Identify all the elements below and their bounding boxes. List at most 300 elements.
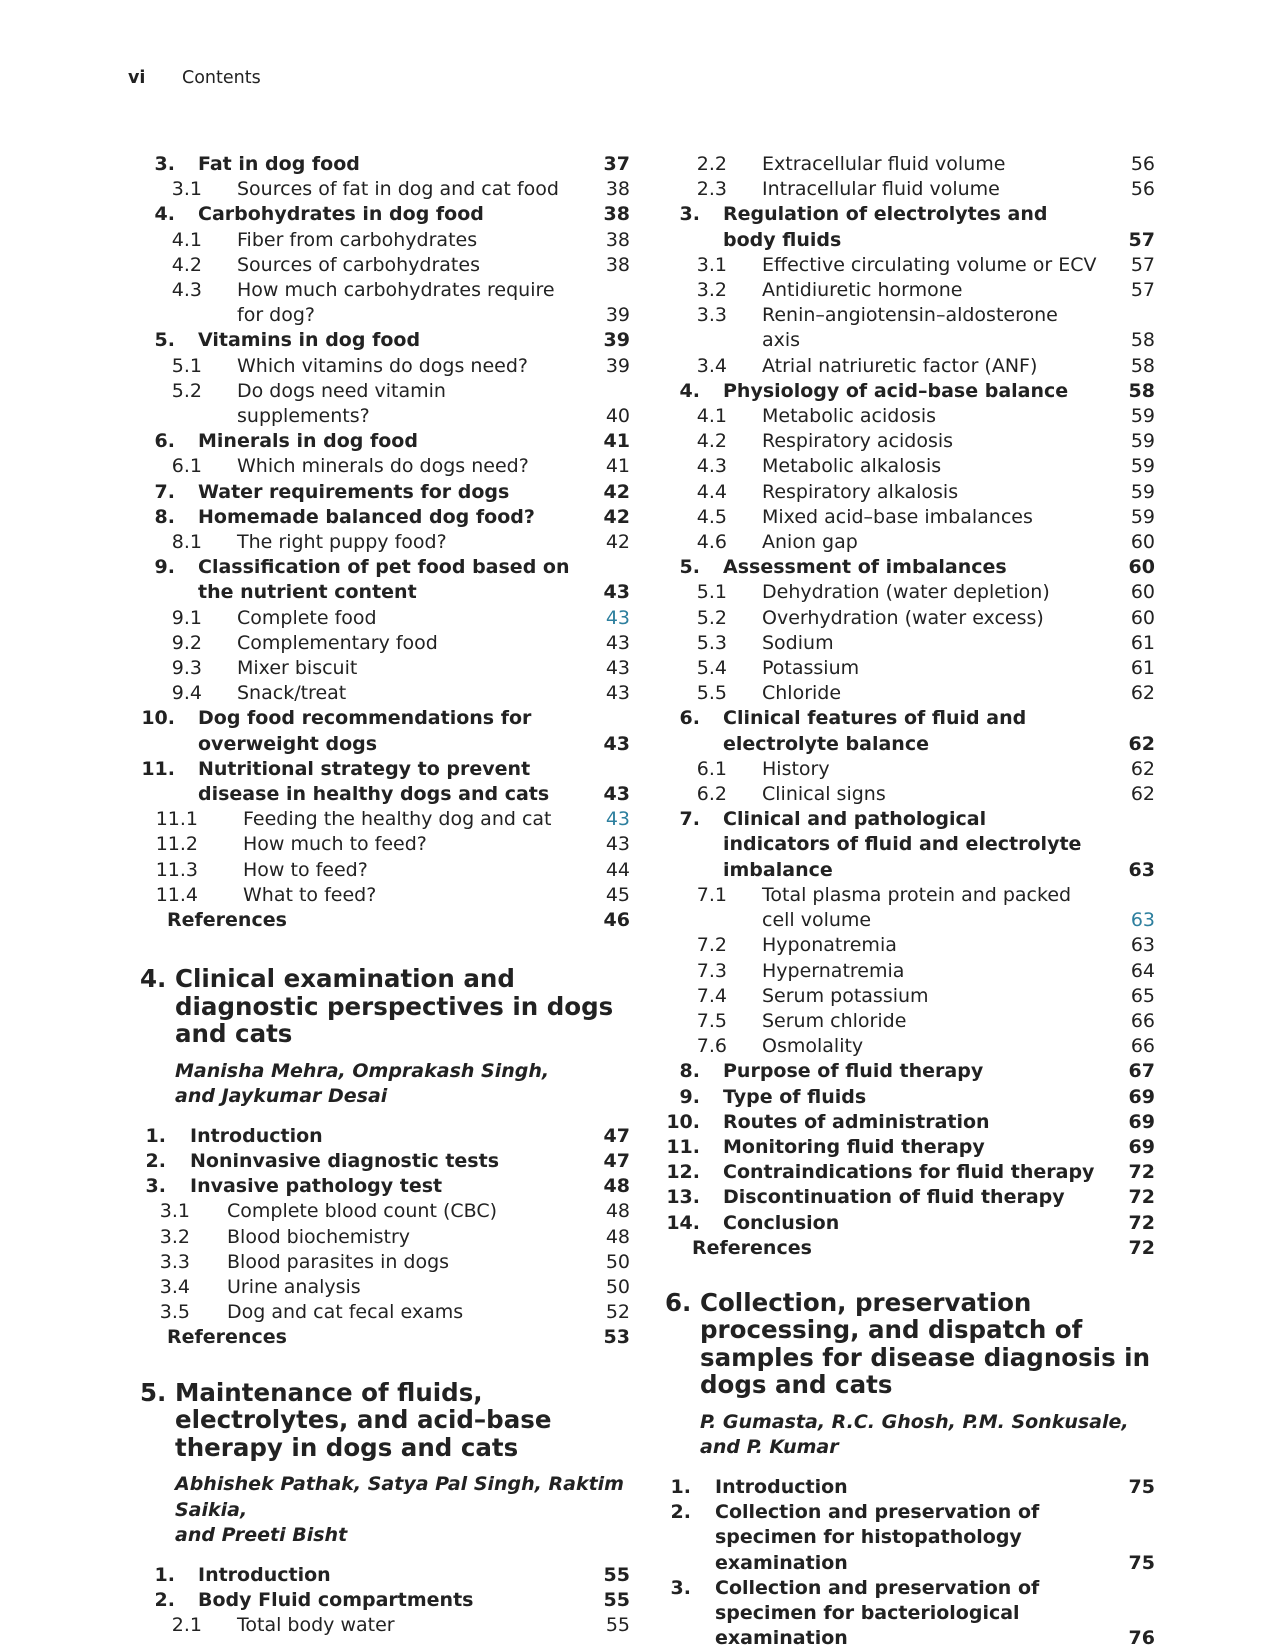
toc-entry[interactable] [140, 606, 630, 631]
toc-entry-number: 2.3 [696, 178, 727, 201]
toc-page-number: 62 [1130, 757, 1155, 780]
toc-entry[interactable] [140, 807, 630, 832]
toc-page-number: 46 [603, 909, 630, 932]
toc-page-number: 57 [1130, 279, 1155, 302]
toc-page-number: 42 [603, 505, 630, 528]
toc-entry[interactable] [140, 152, 630, 177]
toc-entry-number: 11. [666, 1135, 700, 1158]
toc-entry[interactable] [665, 1211, 1155, 1236]
toc-entry[interactable] [665, 505, 1155, 530]
toc-entry[interactable] [665, 984, 1155, 1009]
toc-entry-number: 10. [141, 707, 175, 730]
toc-entry-number: 4.2 [171, 253, 202, 276]
toc-entry-number: 3. [670, 1576, 691, 1599]
toc-page-number: 47 [603, 1124, 630, 1147]
toc-references[interactable] [140, 908, 630, 933]
toc-entry-title: Fat in dog food [198, 153, 360, 175]
toc-entry-number: 5.4 [696, 657, 727, 680]
toc-entry-number: 2. [154, 1588, 175, 1611]
toc-entry-title: Vitamins in dog food [198, 329, 421, 352]
toc-entry-number: 5.5 [696, 682, 727, 705]
toc-page-number: 42 [603, 480, 630, 503]
toc-entry[interactable] [665, 404, 1155, 429]
toc-entry-title: Snack/treat [237, 682, 347, 705]
toc-entry-number: 9.3 [171, 657, 202, 680]
toc-entry[interactable] [665, 253, 1155, 278]
toc-entry[interactable] [665, 757, 1155, 782]
toc-page-number: 52 [605, 1301, 630, 1324]
toc-entry-number: 7. [154, 480, 175, 503]
toc-entry[interactable] [140, 1174, 630, 1199]
toc-entry-title: Dog and cat fecal exams [227, 1301, 464, 1324]
toc-entry[interactable] [140, 883, 630, 908]
toc-entry[interactable] [140, 1250, 630, 1275]
toc-page-number: 61 [1130, 631, 1155, 654]
toc-page-number: 44 [605, 858, 630, 881]
toc-entry[interactable] [665, 1160, 1155, 1185]
toc-page-number: 72 [1128, 1186, 1155, 1209]
toc-entry-title: Sodium [762, 631, 834, 654]
toc-entry-title: Discontinuation of fluid therapy [723, 1186, 1065, 1209]
toc-entry-title: Homemade balanced dog food? [198, 505, 535, 528]
toc-entry[interactable] [140, 253, 630, 278]
toc-entry-number: 5. [154, 329, 175, 352]
toc-page-number[interactable]: 43 [605, 808, 630, 831]
toc-entry[interactable] [140, 454, 630, 479]
toc-entry-title: Complementary food [237, 631, 438, 654]
toc-page-number: 41 [605, 455, 630, 478]
toc-entry[interactable] [665, 1185, 1155, 1210]
toc-page-number: 58 [1128, 379, 1155, 402]
toc-entry-number: 11.2 [155, 833, 198, 856]
toc-page-number: 59 [1130, 480, 1155, 503]
toc-references[interactable] [140, 1325, 630, 1350]
toc-entry[interactable] [665, 933, 1155, 958]
toc-page-number: 66 [1130, 1009, 1155, 1032]
toc-entry[interactable] [140, 757, 630, 807]
toc-entry[interactable] [665, 1576, 1155, 1651]
toc-entry[interactable] [140, 1613, 630, 1638]
toc-page-number: 60 [1130, 606, 1155, 629]
toc-entry[interactable] [665, 782, 1155, 807]
chapter-number: 5. [140, 1377, 167, 1407]
running-title: Contents [182, 68, 261, 88]
toc-entry-number: 1. [670, 1475, 691, 1498]
toc-entry[interactable] [140, 1225, 630, 1250]
toc-entry-title: Dehydration (water depletion) [762, 581, 1050, 604]
toc-page-number: 55 [603, 1563, 630, 1586]
toc-entry-title: References [167, 1326, 287, 1349]
toc-entry[interactable] [665, 480, 1155, 505]
toc-page-number: 50 [605, 1250, 630, 1273]
toc-entry-number: 4.3 [171, 279, 202, 302]
toc-entry-number: 1. [154, 1563, 175, 1586]
toc-entry-title: Metabolic alkalosis [762, 455, 942, 478]
toc-page-number: 43 [605, 631, 630, 654]
toc-entry-title: Overhydration (water excess) [762, 606, 1044, 629]
toc-entry[interactable] [665, 656, 1155, 681]
toc-entry-number: 5.1 [696, 581, 727, 604]
toc-entry[interactable] [140, 1275, 630, 1300]
toc-entry-number: 7.3 [696, 959, 727, 982]
toc-entry[interactable] [665, 202, 1155, 252]
toc-page-number: 55 [605, 1614, 630, 1637]
toc-entry[interactable] [665, 580, 1155, 605]
toc-entry-title: Clinical signs [762, 783, 886, 806]
toc-entry[interactable] [665, 706, 1155, 756]
left-column [140, 152, 630, 1638]
toc-page-number: 75 [1128, 1551, 1155, 1574]
toc-page-number: 53 [603, 1326, 630, 1349]
toc-entry-number: 2.1 [171, 1614, 202, 1637]
toc-entry-title: Urine analysis [227, 1276, 361, 1299]
toc-entry-title: Purpose of fluid therapy [723, 1060, 984, 1083]
toc-entry-number: 4.1 [171, 228, 202, 251]
toc-page-number: 69 [1128, 1135, 1155, 1158]
toc-page-number: 60 [1130, 531, 1155, 554]
toc-entry[interactable] [140, 832, 630, 857]
chapter-title: Collection, preservation processing, and dispatch of samples for disease diagnosis in dogs and cats [700, 1287, 1151, 1400]
toc-entry-title: Blood biochemistry [227, 1225, 410, 1248]
chapter-authors: P. Gumasta, R.C. Ghosh, P.M. Sonkusale, and P. Kumar [700, 1410, 1129, 1459]
toc-page-number: 43 [603, 581, 630, 604]
toc-entry-title: Body Fluid compartments [198, 1588, 474, 1611]
chapter-number: 6. [665, 1287, 692, 1317]
toc-entry[interactable] [140, 1300, 630, 1325]
toc-entry-title: Anion gap [762, 531, 858, 554]
toc-entry-number: 4. [679, 379, 700, 402]
toc-entry-title: Respiratory alkalosis [762, 480, 959, 503]
toc-entry[interactable] [140, 530, 630, 555]
toc-entry-title: Do dogs need vitamin supplements? [237, 379, 446, 428]
toc-entry[interactable] [665, 807, 1155, 883]
toc-entry-number: 8. [154, 505, 175, 528]
toc-page-number: 61 [1130, 657, 1155, 680]
toc-page-number: 39 [603, 329, 630, 352]
toc-entry-title: Blood parasites in dogs [227, 1250, 450, 1273]
toc-page-number: 66 [1130, 1035, 1155, 1058]
toc-entry-number: 5.3 [696, 631, 727, 654]
toc-page-number: 63 [1130, 934, 1155, 957]
toc-entry-title: What to feed? [243, 883, 377, 906]
toc-page-number: 69 [1128, 1085, 1155, 1108]
toc-entry-title: Atrial natriuretic factor (ANF) [762, 354, 1038, 377]
toc-group-chapter5-continued [665, 152, 1155, 1261]
toc-page-number: 64 [1130, 959, 1155, 982]
toc-entry-title: Complete blood count (CBC) [227, 1200, 497, 1223]
toc-entry-title: Complete food [237, 606, 377, 629]
toc-entry-title: References [167, 909, 287, 932]
toc-entry-number: 9.1 [171, 606, 202, 629]
toc-entry[interactable] [665, 454, 1155, 479]
toc-entry-number: 3.5 [159, 1301, 190, 1324]
toc-entry[interactable] [665, 631, 1155, 656]
toc-entry-number: 8. [679, 1060, 700, 1083]
toc-entry[interactable] [140, 706, 630, 756]
toc-entry[interactable] [140, 228, 630, 253]
toc-page-number: 62 [1128, 732, 1155, 755]
toc-page-number: 59 [1130, 455, 1155, 478]
toc-entry[interactable] [665, 303, 1155, 353]
toc-entry[interactable] [665, 379, 1155, 404]
toc-entry[interactable] [140, 1124, 630, 1149]
toc-entry[interactable] [665, 555, 1155, 580]
toc-entry[interactable] [140, 379, 630, 429]
toc-entry-title: References [692, 1236, 812, 1259]
toc-page-number: 62 [1130, 783, 1155, 806]
toc-entry-title: Renin–angiotensin–aldosterone axis [762, 304, 1058, 352]
toc-entry-title: Assessment of imbalances [723, 556, 1007, 579]
toc-page-number: 58 [1130, 354, 1155, 377]
toc-entry-number: 3. [154, 153, 175, 175]
toc-entry-title: Serum chloride [762, 1009, 907, 1032]
right-column [665, 152, 1155, 1651]
toc-entry[interactable] [140, 328, 630, 353]
toc-entry-title: Introduction [715, 1475, 848, 1498]
toc-entry[interactable] [140, 505, 630, 530]
toc-page-number: 41 [603, 430, 630, 453]
toc-entry-title: Minerals in dog food [198, 430, 418, 453]
toc-entry[interactable] [140, 681, 630, 706]
toc-entry[interactable] [140, 480, 630, 505]
chapter-heading[interactable] [140, 1379, 630, 1462]
toc-entry-number: 9.4 [171, 682, 202, 705]
toc-entry[interactable] [665, 1085, 1155, 1110]
toc-entry-title: Metabolic acidosis [762, 405, 937, 428]
toc-page-number: 43 [605, 657, 630, 680]
toc-entry[interactable] [665, 883, 1155, 933]
toc-entry[interactable] [665, 1500, 1155, 1576]
toc-page-number: 55 [603, 1588, 630, 1611]
toc-group-chapter4 [140, 1124, 630, 1351]
chapter-authors: Abhishek Pathak, Satya Pal Singh, Raktim Saikia, and Preeti Bisht [175, 1473, 624, 1547]
chapter-number: 4. [140, 964, 167, 994]
toc-entry-title: Feeding the healthy dog and cat [243, 808, 552, 831]
toc-page-number[interactable]: 63 [1130, 909, 1155, 932]
toc-entry-number: 9.2 [171, 631, 202, 654]
toc-entry[interactable] [140, 656, 630, 681]
toc-entry-title: Dog food recommendations for overweight dogs [198, 707, 532, 755]
toc-entry-number: 7.4 [696, 984, 727, 1007]
toc-entry-title: Extracellular fluid volume [762, 153, 1006, 175]
toc-entry-title: Intracellular fluid volume [762, 178, 1000, 201]
toc-entry-number: 4.2 [696, 430, 727, 453]
toc-entry[interactable] [665, 1110, 1155, 1135]
toc-entry[interactable] [140, 1588, 630, 1613]
toc-entry[interactable] [140, 429, 630, 454]
toc-page-number: 39 [605, 304, 630, 327]
toc-entry-title: Mixed acid–base imbalances [762, 505, 1033, 528]
page-header [128, 68, 261, 88]
toc-entry-number: 5.1 [171, 354, 202, 377]
toc-page-number: 76 [1128, 1627, 1155, 1650]
toc-entry-title: Fiber from carbohydrates [237, 228, 478, 251]
toc-entry-number: 3.2 [696, 279, 727, 302]
toc-entry[interactable] [140, 1149, 630, 1174]
toc-entry-number: 14. [666, 1211, 700, 1234]
toc-entry-number: 3.4 [159, 1276, 190, 1299]
toc-entry[interactable] [665, 354, 1155, 379]
toc-page-number: 39 [605, 354, 630, 377]
toc-entry-title: Collection and preservation of specimen for bacteriological examination [715, 1576, 1040, 1650]
toc-entry-number: 7.5 [696, 1009, 727, 1032]
toc-entry-number: 4.5 [696, 505, 727, 528]
toc-entry-number: 4.1 [696, 405, 727, 428]
toc-page-number: 57 [1128, 228, 1155, 251]
chapter-authors: Manisha Mehra, Omprakash Singh, and Jaykumar Desai [175, 1059, 550, 1108]
toc-entry-number: 3.3 [159, 1250, 190, 1273]
toc-page-number: 48 [603, 1175, 630, 1198]
toc-page-number: 72 [1128, 1236, 1155, 1259]
toc-entry[interactable] [665, 1034, 1155, 1059]
toc-entry-title: Regulation of electrolytes and body fluids [723, 203, 1048, 251]
toc-entry-title: Osmolality [762, 1035, 864, 1058]
toc-page-number: 57 [1130, 253, 1155, 276]
toc-page-number[interactable]: 43 [605, 606, 630, 629]
toc-group-chapter5 [140, 1563, 630, 1639]
chapter-heading[interactable] [140, 965, 630, 1048]
toc-references[interactable] [665, 1236, 1155, 1261]
toc-entry-number: 3. [145, 1175, 166, 1198]
toc-entry-number: 8.1 [171, 531, 202, 554]
toc-page-number: 43 [603, 783, 630, 806]
toc-page-number: 38 [603, 203, 630, 226]
toc-entry[interactable] [665, 606, 1155, 631]
toc-page-number: 67 [1128, 1060, 1155, 1083]
toc-entry-number: 5.2 [171, 379, 202, 402]
toc-entry-number: 3.1 [171, 178, 202, 201]
toc-entry-title: Routes of administration [723, 1110, 990, 1133]
toc-entry-number: 3.2 [159, 1225, 190, 1248]
toc-entry[interactable] [665, 681, 1155, 706]
toc-entry-title: Antidiuretic hormone [762, 279, 963, 302]
toc-entry-number: 6. [154, 430, 175, 453]
toc-page-number: 38 [605, 178, 630, 201]
toc-entry-number: 6.1 [696, 757, 727, 780]
toc-page-number: 75 [1128, 1475, 1155, 1498]
toc-entry[interactable] [140, 177, 630, 202]
toc-entry-title: Classification of pet food based on the nutrient content [198, 556, 570, 604]
toc-entry-number: 3.4 [696, 354, 727, 377]
toc-page-number: 37 [603, 153, 630, 175]
toc-entry[interactable] [665, 429, 1155, 454]
toc-entry-title: How much carbohydrates require for dog? [237, 279, 555, 327]
toc-entry-title: Serum potassium [762, 984, 929, 1007]
toc-page-number: 59 [1130, 505, 1155, 528]
toc-entry-title: Sources of fat in dog and cat food [237, 178, 559, 201]
toc-entry-number: 13. [666, 1186, 700, 1209]
toc-entry-number: 2.2 [696, 153, 727, 175]
toc-page-number: 48 [605, 1200, 630, 1223]
toc-entry-number: 9. [679, 1085, 700, 1108]
toc-entry-title: Total plasma protein and packed cell volume [762, 883, 1072, 932]
toc-entry[interactable] [665, 959, 1155, 984]
toc-page-number: 56 [1130, 178, 1155, 201]
toc-page-number: 58 [1130, 329, 1155, 352]
toc-entry-number: 6.2 [696, 783, 727, 806]
toc-page-number: 43 [605, 833, 630, 856]
toc-page-number: 45 [605, 883, 630, 906]
toc-page-number: 56 [1130, 153, 1155, 175]
toc-entry-title: Water requirements for dogs [198, 480, 510, 503]
toc-entry-title: Total body water [237, 1614, 395, 1637]
toc-page-number: 38 [605, 228, 630, 251]
toc-entry[interactable] [140, 278, 630, 328]
chapter-title: Clinical examination and diagnostic perspectives in dogs and cats [175, 964, 614, 1049]
toc-entry-title: Sources of carbohydrates [237, 253, 480, 276]
toc-entry-title: Introduction [190, 1124, 323, 1147]
toc-entry[interactable] [140, 555, 630, 605]
toc-entry[interactable] [665, 530, 1155, 555]
toc-page-number: 59 [1130, 405, 1155, 428]
toc-page-number: 69 [1128, 1110, 1155, 1133]
toc-entry-title: Carbohydrates in dog food [198, 203, 484, 226]
toc-entry-number: 3.3 [696, 304, 727, 327]
toc-entry-title: Conclusion [723, 1211, 840, 1234]
toc-entry[interactable] [665, 1135, 1155, 1160]
toc-entry-title: Hyponatremia [762, 934, 897, 957]
toc-entry-number: 10. [666, 1110, 700, 1133]
toc-entry[interactable] [140, 1563, 630, 1588]
toc-entry-title: Which vitamins do dogs need? [237, 354, 528, 377]
toc-entry[interactable] [665, 1475, 1155, 1500]
toc-entry-title: Clinical and pathological indicators of fluid and electrolyte imbalance [723, 808, 1082, 881]
toc-entry[interactable] [140, 202, 630, 227]
toc-entry-number: 2. [670, 1501, 691, 1524]
toc-entry[interactable] [140, 631, 630, 656]
toc-entry-title: Invasive pathology test [190, 1175, 443, 1198]
toc-page-number: 72 [1128, 1211, 1155, 1234]
toc-entry[interactable] [665, 1009, 1155, 1034]
toc-entry[interactable] [140, 354, 630, 379]
toc-entry-title: Potassium [762, 657, 860, 680]
toc-group-chapter6 [665, 1475, 1155, 1651]
toc-entry-number: 4.6 [696, 531, 727, 554]
page-number: vi [128, 68, 146, 88]
toc-entry[interactable] [140, 858, 630, 883]
toc-entry-title: How much to feed? [243, 833, 427, 856]
toc-entry-number: 4.3 [696, 455, 727, 478]
toc-page-number: 72 [1128, 1161, 1155, 1184]
toc-entry-title: Contraindications for fluid therapy [723, 1161, 1095, 1184]
toc-entry-number: 1. [145, 1124, 166, 1147]
toc-entry-title: Effective circulating volume or ECV [762, 253, 1097, 276]
toc-entry-number: 7.2 [696, 934, 727, 957]
toc-entry[interactable] [665, 152, 1155, 177]
toc-entry[interactable] [140, 1199, 630, 1224]
toc-entry-title: History [762, 757, 830, 780]
toc-entry-title: Introduction [198, 1563, 331, 1586]
toc-entry-number: 2. [145, 1150, 166, 1172]
toc-entry-number: 3. [679, 203, 700, 226]
toc-entry-number: 4. [154, 203, 175, 226]
toc-entry[interactable] [665, 177, 1155, 202]
toc-entry-number: 11.1 [155, 808, 198, 831]
chapter-heading[interactable] [665, 1289, 1155, 1399]
toc-page-number: 65 [1130, 984, 1155, 1007]
toc-page-number: 60 [1128, 556, 1155, 579]
toc-entry-number: 5. [679, 556, 700, 579]
toc-page-number: 60 [1130, 581, 1155, 604]
chapter-title: Maintenance of fluids, electrolytes, and acid–base therapy in dogs and cats [175, 1377, 552, 1462]
toc-entry-title: Physiology of acid–base balance [723, 379, 1069, 402]
toc-entry[interactable] [665, 1059, 1155, 1084]
toc-entry[interactable] [665, 278, 1155, 303]
toc-entry-number: 11.4 [155, 883, 198, 906]
toc-page-number: 40 [605, 405, 630, 428]
toc-page-number: 63 [1128, 858, 1155, 881]
toc-entry-number: 7.6 [696, 1035, 727, 1058]
